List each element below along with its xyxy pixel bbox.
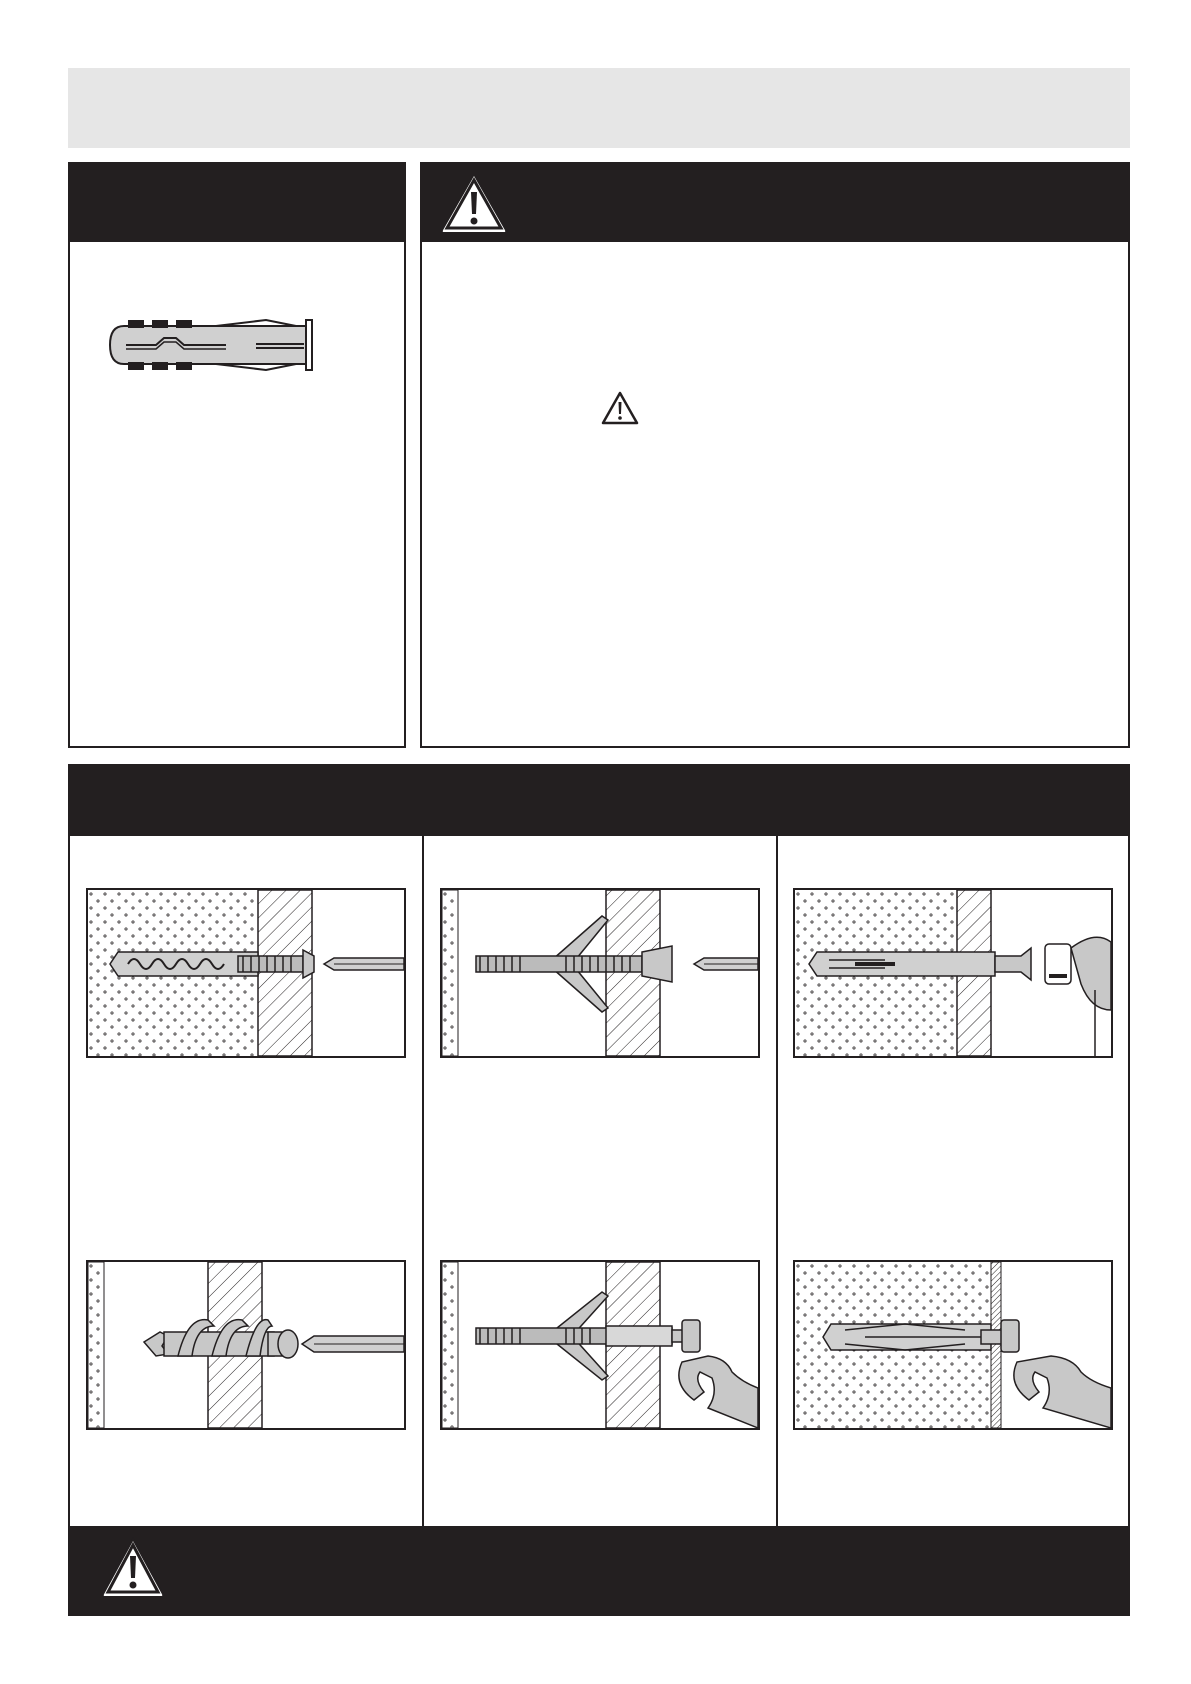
page-title	[68, 68, 1130, 116]
column-divider	[422, 836, 424, 1528]
page-title-bar	[68, 68, 1130, 148]
warning-panel	[420, 162, 1130, 748]
warning-triangle-icon	[438, 170, 510, 241]
illustration-hammer-fixing	[793, 888, 1113, 1058]
illustration-expansion-bolt-spanner	[793, 1260, 1113, 1430]
column-divider	[776, 836, 778, 1528]
warning-triangle-icon	[100, 1536, 166, 1605]
footer-warning-bar	[68, 1526, 1130, 1616]
plugs-panel-header	[70, 164, 404, 242]
illustration-toggle-bolt-spanner	[440, 1260, 760, 1430]
fixings-section-heading	[70, 766, 1128, 810]
illustration-self-drill-fixing	[86, 1260, 406, 1430]
plugs-panel	[68, 162, 406, 748]
plugs-panel-heading	[70, 164, 404, 216]
inline-warning-icon	[600, 390, 640, 431]
illustration-plug-in-masonry	[86, 888, 406, 1058]
wall-plug-icon	[106, 316, 346, 381]
warning-panel-header	[422, 164, 1128, 242]
illustration-spring-toggle-screw	[440, 888, 760, 1058]
fixings-section-header	[70, 766, 1128, 836]
